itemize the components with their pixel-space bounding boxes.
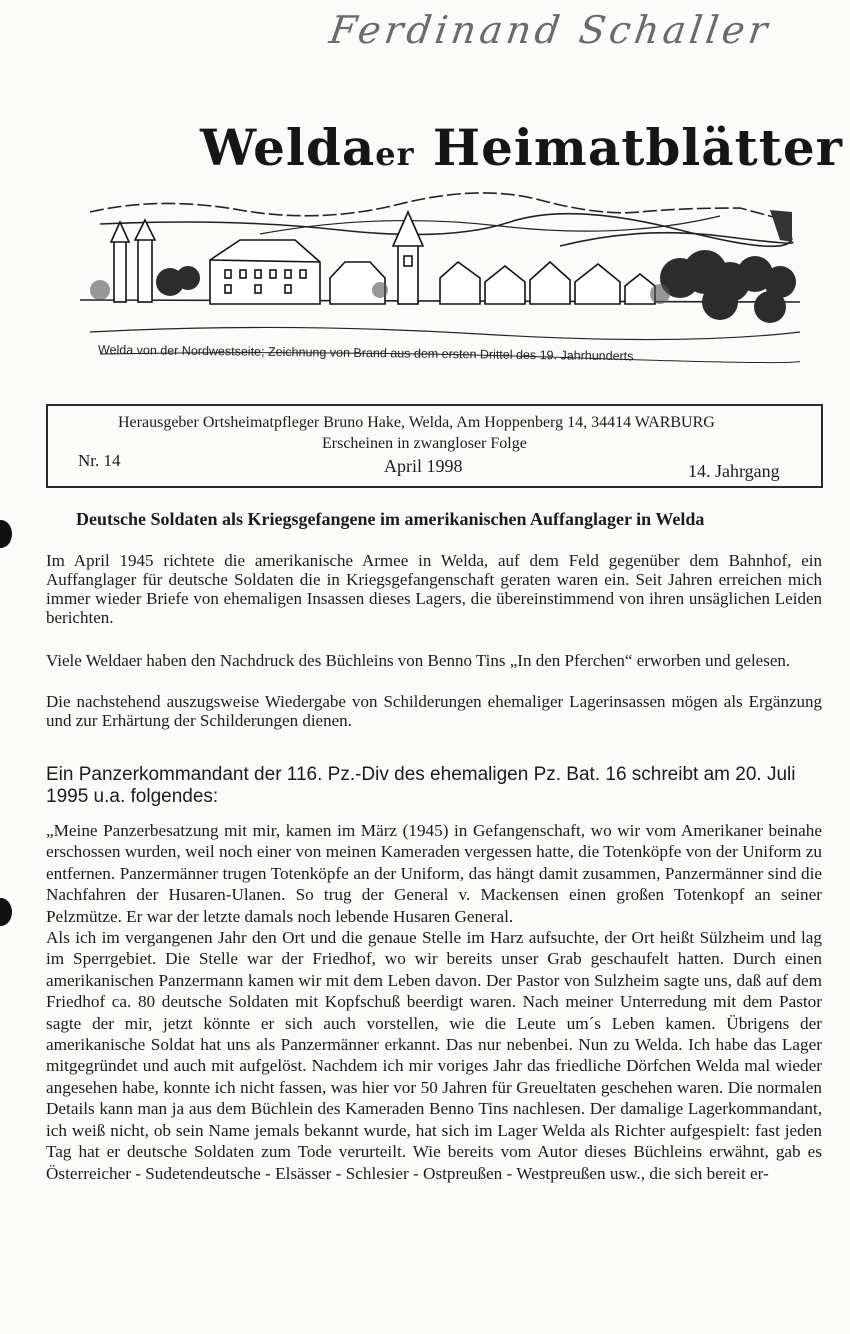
intro-paragraph-3: Die nachstehend auszugsweise Wiedergabe von Schilderungen ehemaliger Lagerinsassen mögen als Ergänzung und zur Erhärtung der Schilderungen dienen. [46, 692, 822, 730]
article-headline: Deutsche Soldaten als Kriegsgefangene im amerikanischen Auffanglager in Welda [76, 509, 705, 529]
publication-frequency: Erscheinen in zwangloser Folge [322, 435, 527, 452]
letter-quote [46, 820, 822, 1184]
masthead-title [200, 118, 843, 177]
masthead-part-3: Heimatblätter [414, 118, 844, 177]
volume-year: 14. Jahrgang [688, 461, 780, 481]
letter-introduction: Ein Panzerkommandant der 116. Pz.-Div des ehemaligen Pz. Bat. 16 schreibt am 20. Juli 1995 u.a. folgendes: [46, 764, 796, 807]
masthead-part-1: Welda [200, 118, 376, 177]
handwritten-name: Ferdinand Schaller [326, 8, 774, 52]
intro-paragraph-1: Im April 1945 richtete die amerikanische Armee in Welda, auf dem Feld gegenüber dem Bahnhof, ein Auffanglager für deutsche Soldaten die in Kriegsgefangenschaft geraten waren ein. Seit Jahren erreichen mich immer wieder Briefe von ehemaligen Insassen dieses Lagers, die übereinstimmend von ihren unsäglichen Leiden berichten. [46, 551, 822, 627]
publisher-line: Herausgeber Ortsheimatpfleger Bruno Hake, Welda, Am Hoppenberg 14, 34414 WARBURG [118, 414, 715, 431]
punch-hole-bottom [0, 898, 12, 926]
issue-number: Nr. 14 [78, 451, 121, 470]
masthead-part-2: er [375, 135, 415, 173]
letter-paragraph-1: „Meine Panzerbesatzung mit mir, kamen im März (1945) in Gefangenschaft, wo wir vom Amerikaner beinahe erschossen wurden, weil noch einer von meinen Kameraden vergessen hatte, die Totenköpfe von der Uniform zu entfernen. Panzermänner trugen Totenköpfe an der Uniform, das hängt damit zusammen, Panzermänner sind die Nachfahren der Husaren-Ulanen. So trug der General v. Mackensen einen großen Totenkopf an seiner Pelzmütze. Er war der letzte damals noch lebende Husaren General. [46, 821, 822, 926]
letter-paragraph-2: Als ich im vergangenen Jahr den Ort und die genaue Stelle im Harz aufsuchte, der Ort heißt Sülzheim und lag im Sperrgebiet. Die Stelle war der Friedhof, wo wir bereits unser Grab geschaufelt hatten. Durch einen amerikanischen Panzermann kamen wir mit dem Leben davon. Der Pastor von Sulzheim sagte uns, daß auf dem Friedhof ca. 80 deutsche Soldaten mit Kopfschuß beerdigt waren. Nach meiner Unterredung mit dem Pastor sagte der mir, jetzt könnte er sich auch vorstellen, wie die Leute um´s Leben kamen. Übrigens der amerikanische Soldat hat uns als Panzermänner erkannt. Das nur nebenbei. Nun zu Welda. Ich habe das Lager mitgegründet und auch mit aufgelöst. Nachdem ich mir voriges Jahr das friedliche Dörfchen Welda mal wieder angesehen habe, konnte ich nicht fassen, was hier vor 50 Jahren für Greueltaten geschehen waren. Die normalen Details kann man ja aus dem Büchlein des Kameraden Benno Tins nachlesen. Der damalige Lagerkommandant, ich weiß nicht, ob sein Name jemals bekannt wurde, hat sich im Lager Welda als Richter aufgespielt: fast jeden Tag hat er deutsche Soldaten zum Tode verurteilt. Wie bereits vom Autor dieses Büchleins erwähnt, gab es Österreicher - Sudetendeutsche - Elsässer - Schlesier - Ostpreußen - Westpreußen usw., die sich bereit er- [46, 928, 822, 1183]
punch-hole-top [0, 520, 12, 548]
issue-date: April 1998 [384, 456, 463, 476]
illustration-caption: Welda von der Nordwestseite; Zeichnung von Brand aus dem ersten Drittel des 19. Jahrhunderts [97, 342, 634, 364]
intro-paragraph-2: Viele Weldaer haben den Nachdruck des Büchleins von Benno Tins „In den Pferchen“ erworben und gelesen. [46, 651, 791, 670]
